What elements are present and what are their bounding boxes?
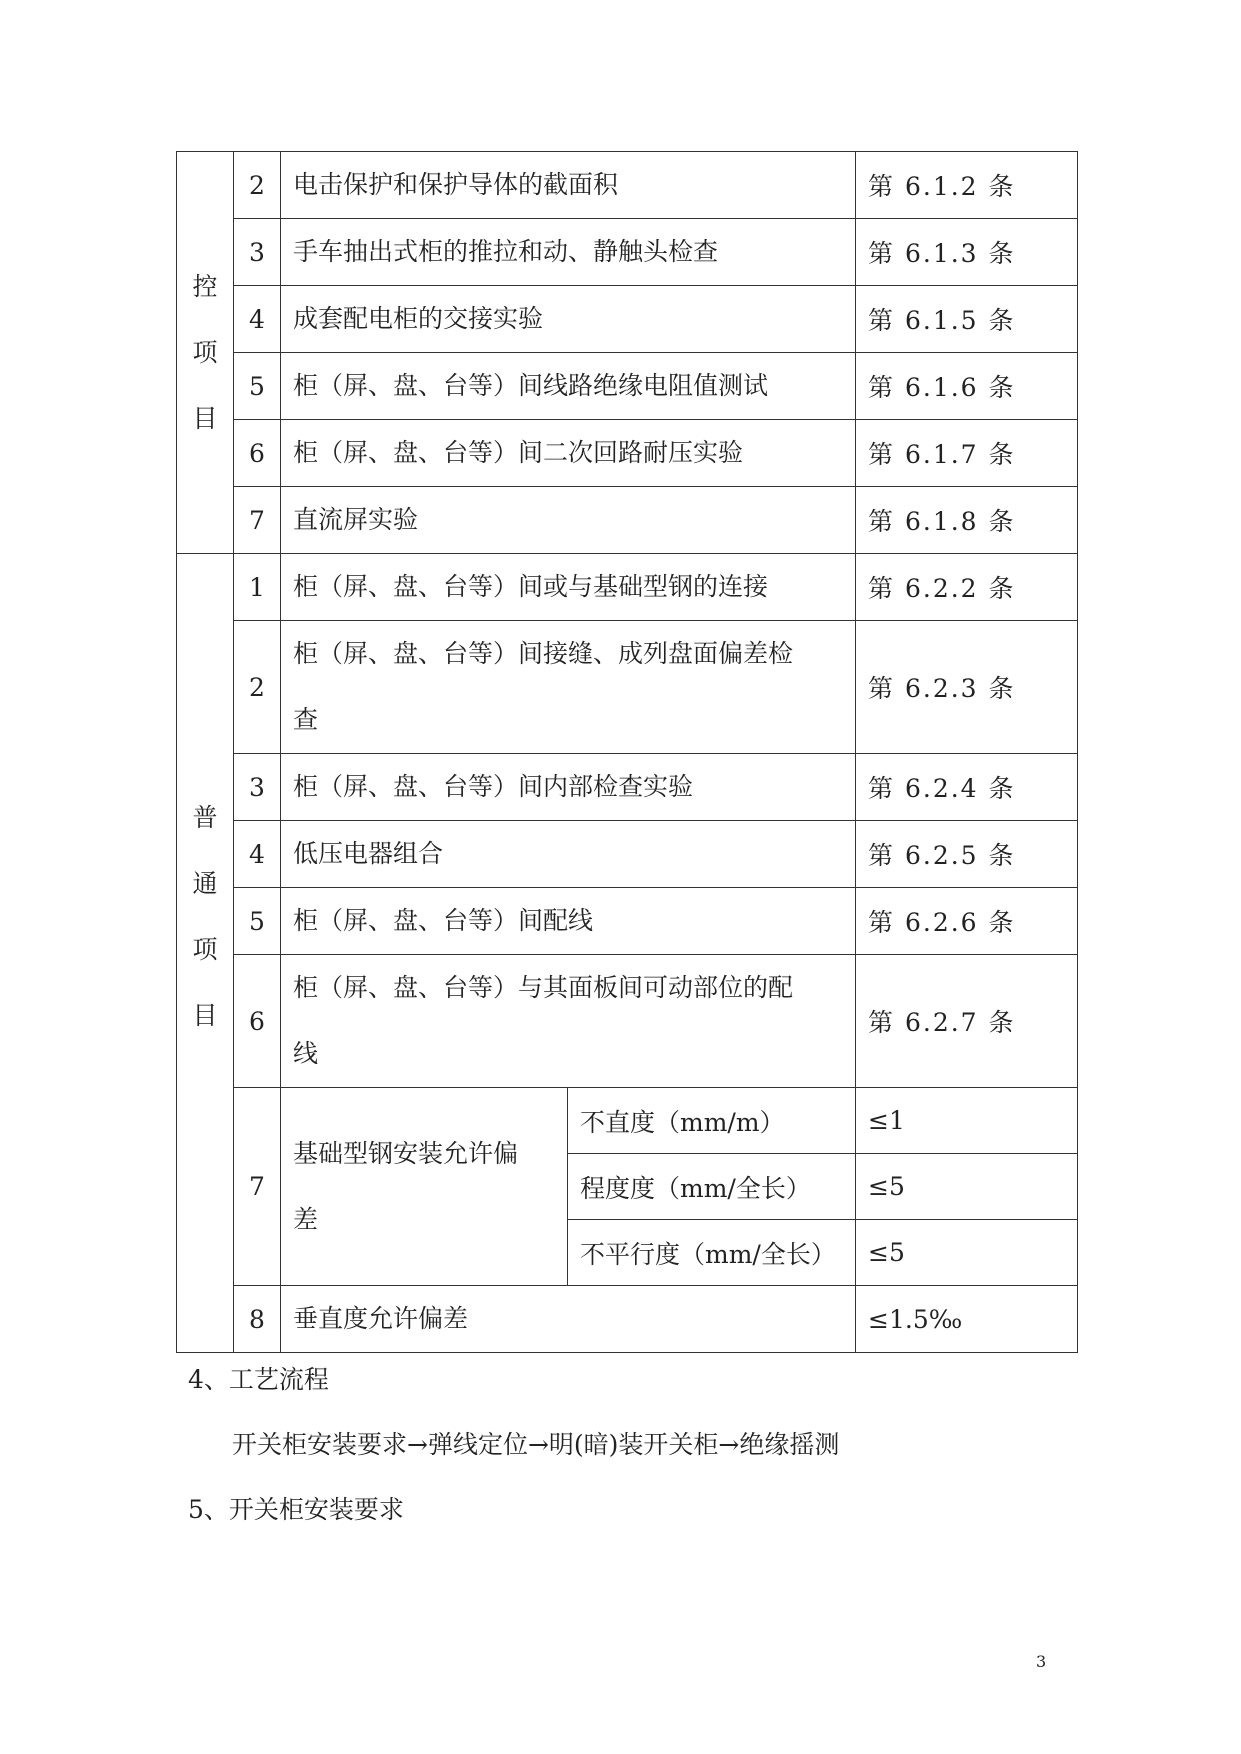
clause-ref: 第 6.1.2 条 bbox=[856, 152, 1078, 219]
clause-ref: ≤1.5‰ bbox=[856, 1286, 1078, 1353]
clause-ref: 第 6.1.5 条 bbox=[856, 286, 1078, 353]
row-number: 6 bbox=[234, 955, 281, 1088]
sub-item-value: ≤5 bbox=[856, 1154, 1078, 1220]
row-number: 5 bbox=[234, 353, 281, 420]
row-number: 7 bbox=[234, 1088, 281, 1286]
sub-item-name: 不直度（mm/m） bbox=[568, 1088, 856, 1154]
clause-ref: 第 6.2.7 条 bbox=[856, 955, 1078, 1088]
sub-item-value: ≤5 bbox=[856, 1220, 1078, 1286]
item-text: 成套配电柜的交接实验 bbox=[281, 286, 856, 353]
row-number: 5 bbox=[234, 888, 281, 955]
clause-ref: 第 6.1.7 条 bbox=[856, 420, 1078, 487]
clause-ref: 第 6.2.2 条 bbox=[856, 554, 1078, 621]
section-4-heading: 4、工艺流程 bbox=[188, 1365, 329, 1394]
row-number: 3 bbox=[234, 754, 281, 821]
item-text: 柜（屏、盘、台等）间接缝、成列盘面偏差检 查 bbox=[281, 621, 856, 754]
row-number: 4 bbox=[234, 286, 281, 353]
clause-ref: 第 6.1.6 条 bbox=[856, 353, 1078, 420]
category-general: 普 通 项 目 bbox=[177, 554, 234, 1353]
row-number: 8 bbox=[234, 1286, 281, 1353]
item-text: 柜（屏、盘、台等）间线路绝缘电阻值测试 bbox=[281, 353, 856, 420]
item-text: 柜（屏、盘、台等）与其面板间可动部位的配 线 bbox=[281, 955, 856, 1088]
clause-ref: 第 6.1.8 条 bbox=[856, 487, 1078, 554]
section-5-heading: 5、开关柜安装要求 bbox=[188, 1495, 404, 1524]
item-text: 直流屏实验 bbox=[281, 487, 856, 554]
item-text: 手车抽出式柜的推拉和动、静触头检查 bbox=[281, 219, 856, 286]
sub-item-name: 程度度（mm/全长） bbox=[568, 1154, 856, 1220]
item-text: 垂直度允许偏差 bbox=[281, 1286, 856, 1353]
row-number: 7 bbox=[234, 487, 281, 554]
sub-item-name: 不平行度（mm/全长） bbox=[568, 1220, 856, 1286]
item-text: 基础型钢安装允许偏 差 bbox=[281, 1088, 568, 1286]
clause-ref: 第 6.2.6 条 bbox=[856, 888, 1078, 955]
row-number: 4 bbox=[234, 821, 281, 888]
item-text: 电击保护和保护导体的截面积 bbox=[281, 152, 856, 219]
clause-ref: 第 6.2.5 条 bbox=[856, 821, 1078, 888]
inspection-table bbox=[176, 151, 1078, 1353]
row-number: 3 bbox=[234, 219, 281, 286]
page-number: 3 bbox=[1036, 1652, 1047, 1671]
row-number: 2 bbox=[234, 152, 281, 219]
row-number: 1 bbox=[234, 554, 281, 621]
sub-item-value: ≤1 bbox=[856, 1088, 1078, 1154]
item-text: 柜（屏、盘、台等）间二次回路耐压实验 bbox=[281, 420, 856, 487]
item-text: 柜（屏、盘、台等）间内部检查实验 bbox=[281, 754, 856, 821]
process-flow-text: 开关柜安装要求→弹线定位→明(暗)装开关柜→绝缘摇测 bbox=[232, 1430, 840, 1459]
clause-ref: 第 6.1.3 条 bbox=[856, 219, 1078, 286]
category-main-control: 控 项 目 bbox=[177, 152, 234, 554]
item-text: 柜（屏、盘、台等）间配线 bbox=[281, 888, 856, 955]
clause-ref: 第 6.2.3 条 bbox=[856, 621, 1078, 754]
item-text: 柜（屏、盘、台等）间或与基础型钢的连接 bbox=[281, 554, 856, 621]
item-text: 低压电器组合 bbox=[281, 821, 856, 888]
row-number: 6 bbox=[234, 420, 281, 487]
row-number: 2 bbox=[234, 621, 281, 754]
clause-ref: 第 6.2.4 条 bbox=[856, 754, 1078, 821]
